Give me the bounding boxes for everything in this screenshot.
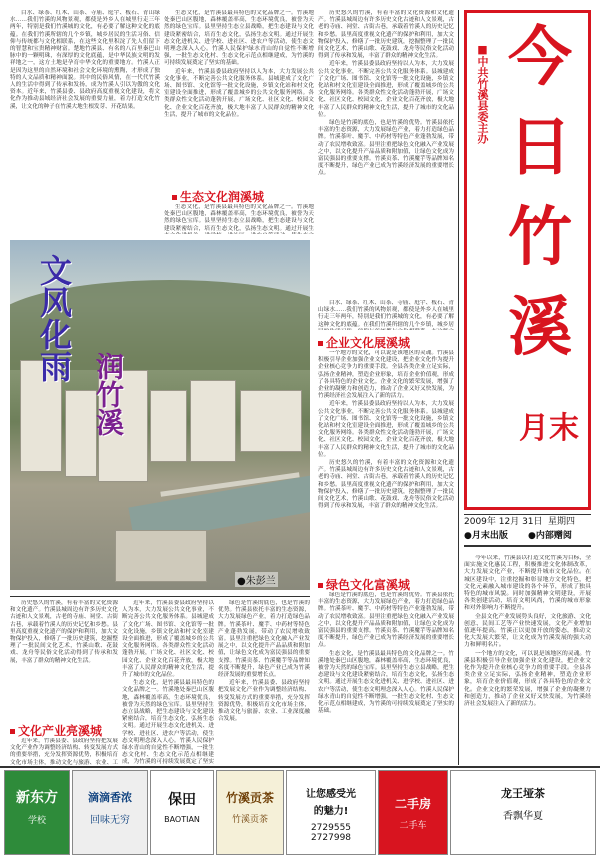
ad-title: 保田	[168, 792, 196, 808]
masthead-title-char: 今	[508, 20, 572, 95]
ad-subtitle: 竹溪贡茶	[231, 815, 268, 825]
top-right-paragraph: 绿色是竹溪的底色，也是竹溪的优势。竹溪县依托丰富的生态资源，大力发展绿色产业，着力打造绿色品牌。竹溪茶叶、魔芋、中药材等特色产业蓬勃发展，带动了农民增收致富。县里注重把绿色文化融入产业发展之中，以文化提升产品品质和附加值，让绿色文化成为富民强县的重要支撑。竹溪贡茶、竹溪魔芋等品牌知名度不断提升，绿色产业已成为竹溪经济发展的重要增长点。	[318, 120, 454, 177]
industry-paragraph: 近年来，竹溪县委、县政府坚持把发展文化产业作为调整经济结构、转变发展方式的重要举措，充分发挥资源优势，积极培育文化市场主体，推动文化与旅游、农业、工	[10, 738, 118, 765]
masthead-box	[464, 10, 591, 510]
ad-phone: 2727998	[310, 833, 352, 843]
ad-coffee[interactable]	[72, 770, 148, 855]
enterprise-paragraph: 一个地方的文化，可以说是该地区的灵魂。竹溪县积极引导企业加强企业文化建设，把企业文化作为提升企业核心竞争力的重要手段。全县各类企业立足实际，弘扬企业精神，塑造企业形象，培育企业价值观，形成了各具特色的企业文化。企业文化的繁荣发展，增强了企业的凝聚力和创造力，推动了企业又好又快发展，为竹溪经济社会发展注入了新的活力。	[318, 350, 454, 400]
mid-bottom-article-2	[218, 600, 310, 765]
photo-bottom-rule	[10, 596, 310, 597]
green-paragraph: 生态文化，是竹溪县最具特色的文化品牌之一。竹溪地处秦巴山区腹地，森林覆盖率高，生态环境优良，被誉为天然的绿色宝库。县里坚持生态立县战略，把生态建设与文化建设紧密结合，培育生态文化，弘扬生态文明。通过开展生态文化进机关、进学校、进社区、进农户等活动，使生态文明理念深入人心。竹溪人民保护绿水青山的自觉性不断增强，一批生态文化村、生态文化示范点相继建成，为竹溪的可持续发展奠定了坚实的基础。	[318, 650, 454, 715]
ad-title: 让您感受光	[306, 789, 356, 800]
ad-title: 滴滴香浓	[88, 791, 132, 804]
ad-title: 新东方	[16, 790, 58, 806]
mid-bottom-paragraph: 生态文化，是竹溪县最具特色的文化品牌之一。竹溪地处秦巴山区腹地，森林覆盖率高，生态环境优良，被誉为天然的绿色宝库。县里坚持生态立县战略，把生态建设与文化建设紧密结合，培育生态文化，弘扬生态文明。通过开展生态文化进机关、进学校、进社区、进农户等活动，使生态文明理念深入人心。竹溪人民保护绿水青山的自觉性不断增强，一批生态文化村、生态文化示范点相继建成，为竹溪的可持续发展奠定了坚实	[122, 680, 214, 765]
ads-top-rule	[0, 766, 600, 768]
ad-subtitle: 二手车	[399, 821, 427, 831]
enterprise-article	[318, 350, 454, 575]
top-right-paragraph: 近年来，竹溪县委县政府坚持以人为本，大力发展公共文化事业，不断完善公共文化服务体系。县城建成了文化广场、图书馆、文化馆等一批文化设施，乡镇文化站和村文化室建设全面推进，形成了覆盖城乡的公共文化服务网络。各类群众性文化活动蓬勃开展，广场文化、社区文化、校园文化、企业文化百花齐放，极大地丰富了人民群众的精神文化生活，提升了城市的文化品位。	[318, 61, 454, 118]
top-right-paragraph: 历史悠久的竹溪，有着丰富的文化资源和文化遗产。竹溪县城周边有许多历史文化古迹和人文景观，古老的寺庙、祠堂、古街古巷，承载着竹溪人的历史记忆和乡愁。县里高度重视文化遗产的保护和利用，加大文物保护投入，修缮了一批历史建筑，挖掘整理了一批民间文化艺术，竹溪山歌、花鼓戏、龙舟等民俗文化活动得到了传承和发展，丰富了群众的精神文化生活。	[318, 10, 454, 60]
enterprise-intro	[318, 300, 454, 330]
intro-paragraph: 白水、绿茶、红木、山茶、寺庙、庭宇、板石、青山绿水……我们竹溪的风物景观，都使是外乡人在城里行走三年两年，特别是我们竹溪城的文化，有必要了解这种文化的底蕴。在我们竹溪所辖的几个乡镇，城乡居民的生活习俗、信仰与传统都与文化相联系，在这些文化里积淀了先人们留下的智慧和宝贵精神财富。楚地竹溪县、有名的八百里秦巴山脉中的一颗明珠，有深厚的文化底蕴，是中华民族文明的发祥地之一，这方土地是孕育中华文化的重要地方。竹溪人正是因为这里的自然环境和社会文化环境的熏陶，才形成了独特的人文品质和精神面貌。其中的民俗风情，在一代代竹溪人的生活中得到了传承和发扬，成为竹溪人引以为傲的文化资本。近年来，竹溪县委、县政府高度重视文化建设，将文化作为推动县域经济社会发展的重要力量，着力打造文化竹溪，让文化的种子在竹溪大地生根发芽、开花结果。	[10, 10, 160, 110]
masthead-title-char: 竹	[508, 200, 572, 275]
ad-subtitle: 回味无穷	[90, 815, 130, 826]
masthead-title-char: 日	[508, 110, 572, 185]
green-paragraph: 绿色是竹溪的底色，也是竹溪的优势。竹溪县依托丰富的生态资源，大力发展绿色产业，着力打造绿色品牌。竹溪茶叶、魔芋、中药材等特色产业蓬勃发展，带动了农民增收致富。县里注重把绿色文化融入产业发展之中，以文化提升产品品质和附加值，让绿色文化成为富民强县的重要支撑。竹溪贡茶、竹溪魔芋等品牌知名度不断提升，绿色产业已成为竹溪经济发展的重要增长点。	[318, 592, 454, 649]
ad-longwangya[interactable]	[450, 770, 596, 855]
enterprise-paragraph: 近年来，竹溪县委县政府坚持以人为本，大力发展公共文化事业，不断完善公共文化服务体系。县城建成了文化广场、图书馆、文化馆等一批文化设施，乡镇文化站和村文化室建设全面推进，形成了覆盖城乡的公共文化服务网络。各类群众性文化活动蓬勃开展，广场文化、社区文化、校园文化、企业文化百花齐放，极大地丰富了人民群众的精神文化生活，提升了城市的文化品位。	[318, 401, 454, 458]
masthead-edition: 月末	[519, 411, 579, 446]
heading-industry-culture: 文化产业亮溪城	[10, 722, 102, 739]
ad-secondhand[interactable]	[378, 770, 448, 855]
ad-subtitle: BAOTIAN	[164, 815, 200, 824]
green-article	[318, 592, 454, 764]
top-right-article	[318, 10, 454, 300]
ad-title: 龙王垭茶	[501, 787, 545, 800]
mid-bottom-paragraph: 近年来，竹溪县委、县政府坚持把发展文化产业作为调整经济结构、转变发展方式的重要举措，充分发挥资源优势，积极培育文化市场主体，推动文化与旅游、农业、工业深度融合发展。	[218, 680, 310, 723]
heading-eco-culture: 生态文化润溪城	[172, 188, 264, 205]
industry-article	[10, 738, 118, 765]
mid-bottom-paragraph: 近年来，竹溪县委县政府坚持以人为本，大力发展公共文化事业，不断完善公共文化服务体系。县城建成了文化广场、图书馆、文化馆等一批文化设施，乡镇文化站和村文化室建设全面推进，形成了覆盖城乡的公共文化服务网络。各类群众性文化活动蓬勃开展，广场文化、社区文化、校园文化、企业文化百花齐放，极大地丰富了人民群众的精神文化生活，提升了城市的文化品位。	[122, 600, 214, 679]
photo-credit: ●朱彭兰	[235, 572, 278, 587]
eco-article	[164, 204, 314, 234]
enterprise-intro-paragraph: 白水、绿茶、红木、山茶、寺庙、庭宇、板石、青山绿水……我们竹溪的风物景观，都使是外乡人在城里行走三年两年，特别是我们竹溪城的文化，有必要了解这种文化的底蕴。在我们竹溪所辖的几个乡镇，城乡居	[318, 300, 454, 328]
right-column-article	[464, 555, 591, 765]
ad-title: 二手房	[394, 797, 431, 811]
intro-article	[10, 10, 160, 238]
mid-bottom-article	[122, 600, 214, 765]
issue-date: 2009年 12月 31日	[464, 517, 543, 527]
issue-distribution: ●内部赠阅	[528, 531, 572, 541]
column-divider	[458, 10, 459, 765]
issue-info	[464, 514, 591, 554]
ad-light[interactable]	[286, 770, 376, 855]
photo-headline-b: 润竹溪	[92, 352, 125, 436]
issue-weekday: 星期四	[548, 517, 576, 527]
ad-tea[interactable]	[216, 770, 284, 855]
heading-enterprise-culture: 企业文化展溪城	[318, 334, 410, 351]
left-bottom-article	[10, 600, 118, 722]
city-photo	[10, 240, 310, 590]
masthead-sponsor: ■中共竹溪县委主办	[476, 43, 489, 144]
left-bottom-paragraph: 历史悠久的竹溪，有着丰富的文化资源和文化遗产。竹溪县城周边有许多历史文化古迹和人文景观，古老的寺庙、祠堂、古街古巷，承载着竹溪人的历史记忆和乡愁。县里高度重视文化遗产的保护和利用，加大文物保护投入，修缮了一批历史建筑，挖掘整理了一批民间文化艺术，竹溪山歌、花鼓戏、龙舟等民俗文化活动得到了传承和发展，丰富了群众的精神文化生活。	[10, 600, 118, 664]
masthead-title-char: 溪	[508, 290, 572, 365]
right-column-paragraph: 今年以来，竹溪县以打造文化竹溪为目标，全面实施文化惠民工程，积极推进文化体制改革，大力发展文化产业，不断提升城市文化品位。在城区建设中，注重挖掘和彰显地方文化特色，把文化元素融入城市建设的各个环节，形成了独具特色的城市风貌。同时加强精神文明建设，开展各类创建活动，培育文明风尚，竹溪的城市形象和对外影响力不断提升。	[464, 555, 591, 612]
ad-subtitle: 的魅力!	[313, 806, 349, 817]
issue-type: ●月末出版	[464, 531, 508, 541]
photo-headline-a: 文风化雨	[35, 254, 73, 382]
enterprise-paragraph: 历史悠久的竹溪，有着丰富的文化资源和文化遗产。竹溪县城周边有许多历史文化古迹和人文景观，古老的寺庙、祠堂、古街古巷，承载着竹溪人的历史记忆和乡愁。县里高度重视文化遗产的保护和利用，加大文物保护投入，修缮了一批历史建筑，挖掘整理了一批民间文化艺术，竹溪山歌、花鼓戏、龙舟等民俗文化活动得到了传承和发展，丰富了群众的精神文化生活。	[318, 460, 454, 510]
eco-paragraph: 生态文化，是竹溪县最具特色的文化品牌之一。竹溪地处秦巴山区腹地，森林覆盖率高，生态环境优良，被誉为天然的绿色宝库。县里坚持生态立县战略，把生态建设与文化建设紧密结合，培育生态文化，弘扬生态文明。通过开展生	[164, 204, 314, 232]
eco-paragraph: 生态文化，是竹溪县最具特色的文化品牌之一。竹溪地处秦巴山区腹地，森林覆盖率高，生态环境优良，被誉为天然的绿色宝库。县里坚持生态立县战略，把生态建设与文化建设紧密结合，培育生态文化，弘扬生态文明。通过开展生态文化进机关、进学校、进社区、进农户等活动，使生态文明理念深入人心。竹溪人民保护绿水青山的自觉性不断增强，一批生态文化村、生态文化示范点相继建成，为竹溪的可持续发展奠定了坚实的基础。	[164, 10, 314, 67]
ad-baotian[interactable]	[150, 770, 214, 855]
ad-subtitle: 学校	[27, 816, 46, 826]
mid-paragraph: 近年来，竹溪县委县政府坚持以人为本，大力发展公共文化事业，不断完善公共文化服务体系。县城建成了文化广场、图书馆、文化馆等一批文化设施，乡镇文化站和村文化室建设全面推进，形成了覆盖城乡的公共文化服务网络。各类群众性文化活动蓬勃开展，广场文化、社区文化、校园文化、企业文化百花齐放，极大地丰富了人民群众的精神文化生活，提升了城市的文化品位。	[164, 68, 314, 118]
heading-green-culture: 绿色文化富溪城	[318, 576, 410, 593]
ad-phone: 2729555	[310, 823, 352, 833]
intro-article-col2	[164, 10, 314, 185]
mid-bottom-paragraph: 绿色是竹溪的底色，也是竹溪的优势。竹溪县依托丰富的生态资源，大力发展绿色产业，着力打造绿色品牌。竹溪茶叶、魔芋、中药材等特色产业蓬勃发展，带动了农民增收致富。县里注重把绿色文化融入产业发展之中，以文化提升产品品质和附加值，让绿色文化成为富民强县的重要支撑。竹溪贡茶、竹溪魔芋等品牌知名度不断提升，绿色产业已成为竹溪经济发展的重要增长点。	[218, 600, 310, 679]
ad-subtitle: 香飘华夏	[503, 811, 543, 822]
right-column-paragraph: 全县文化产业发展势头良好，文化旅游、文化创意、民间工艺等产业快速发展，文化产业增加值逐年提高。竹溪正以更加开放的姿态，推动文化大发展大繁荣，让文化成为竹溪发展的强大动力和鲜明名片。	[464, 613, 591, 649]
ad-title: 竹溪贡茶	[225, 791, 274, 805]
right-column-paragraph: 一个地方的文化，可以说是该地区的灵魂。竹溪县积极引导企业加强企业文化建设，把企业文化作为提升企业核心竞争力的重要手段。全县各类企业立足实际，弘扬企业精神，塑造企业形象，培育企业价值观，形成了各具特色的企业文化。企业文化的繁荣发展，增强了企业的凝聚力和创造力，推动了企业又好又快发展，为竹溪经济社会发展注入了新的活力。	[464, 650, 591, 708]
ad-xindongfang[interactable]	[4, 770, 70, 855]
